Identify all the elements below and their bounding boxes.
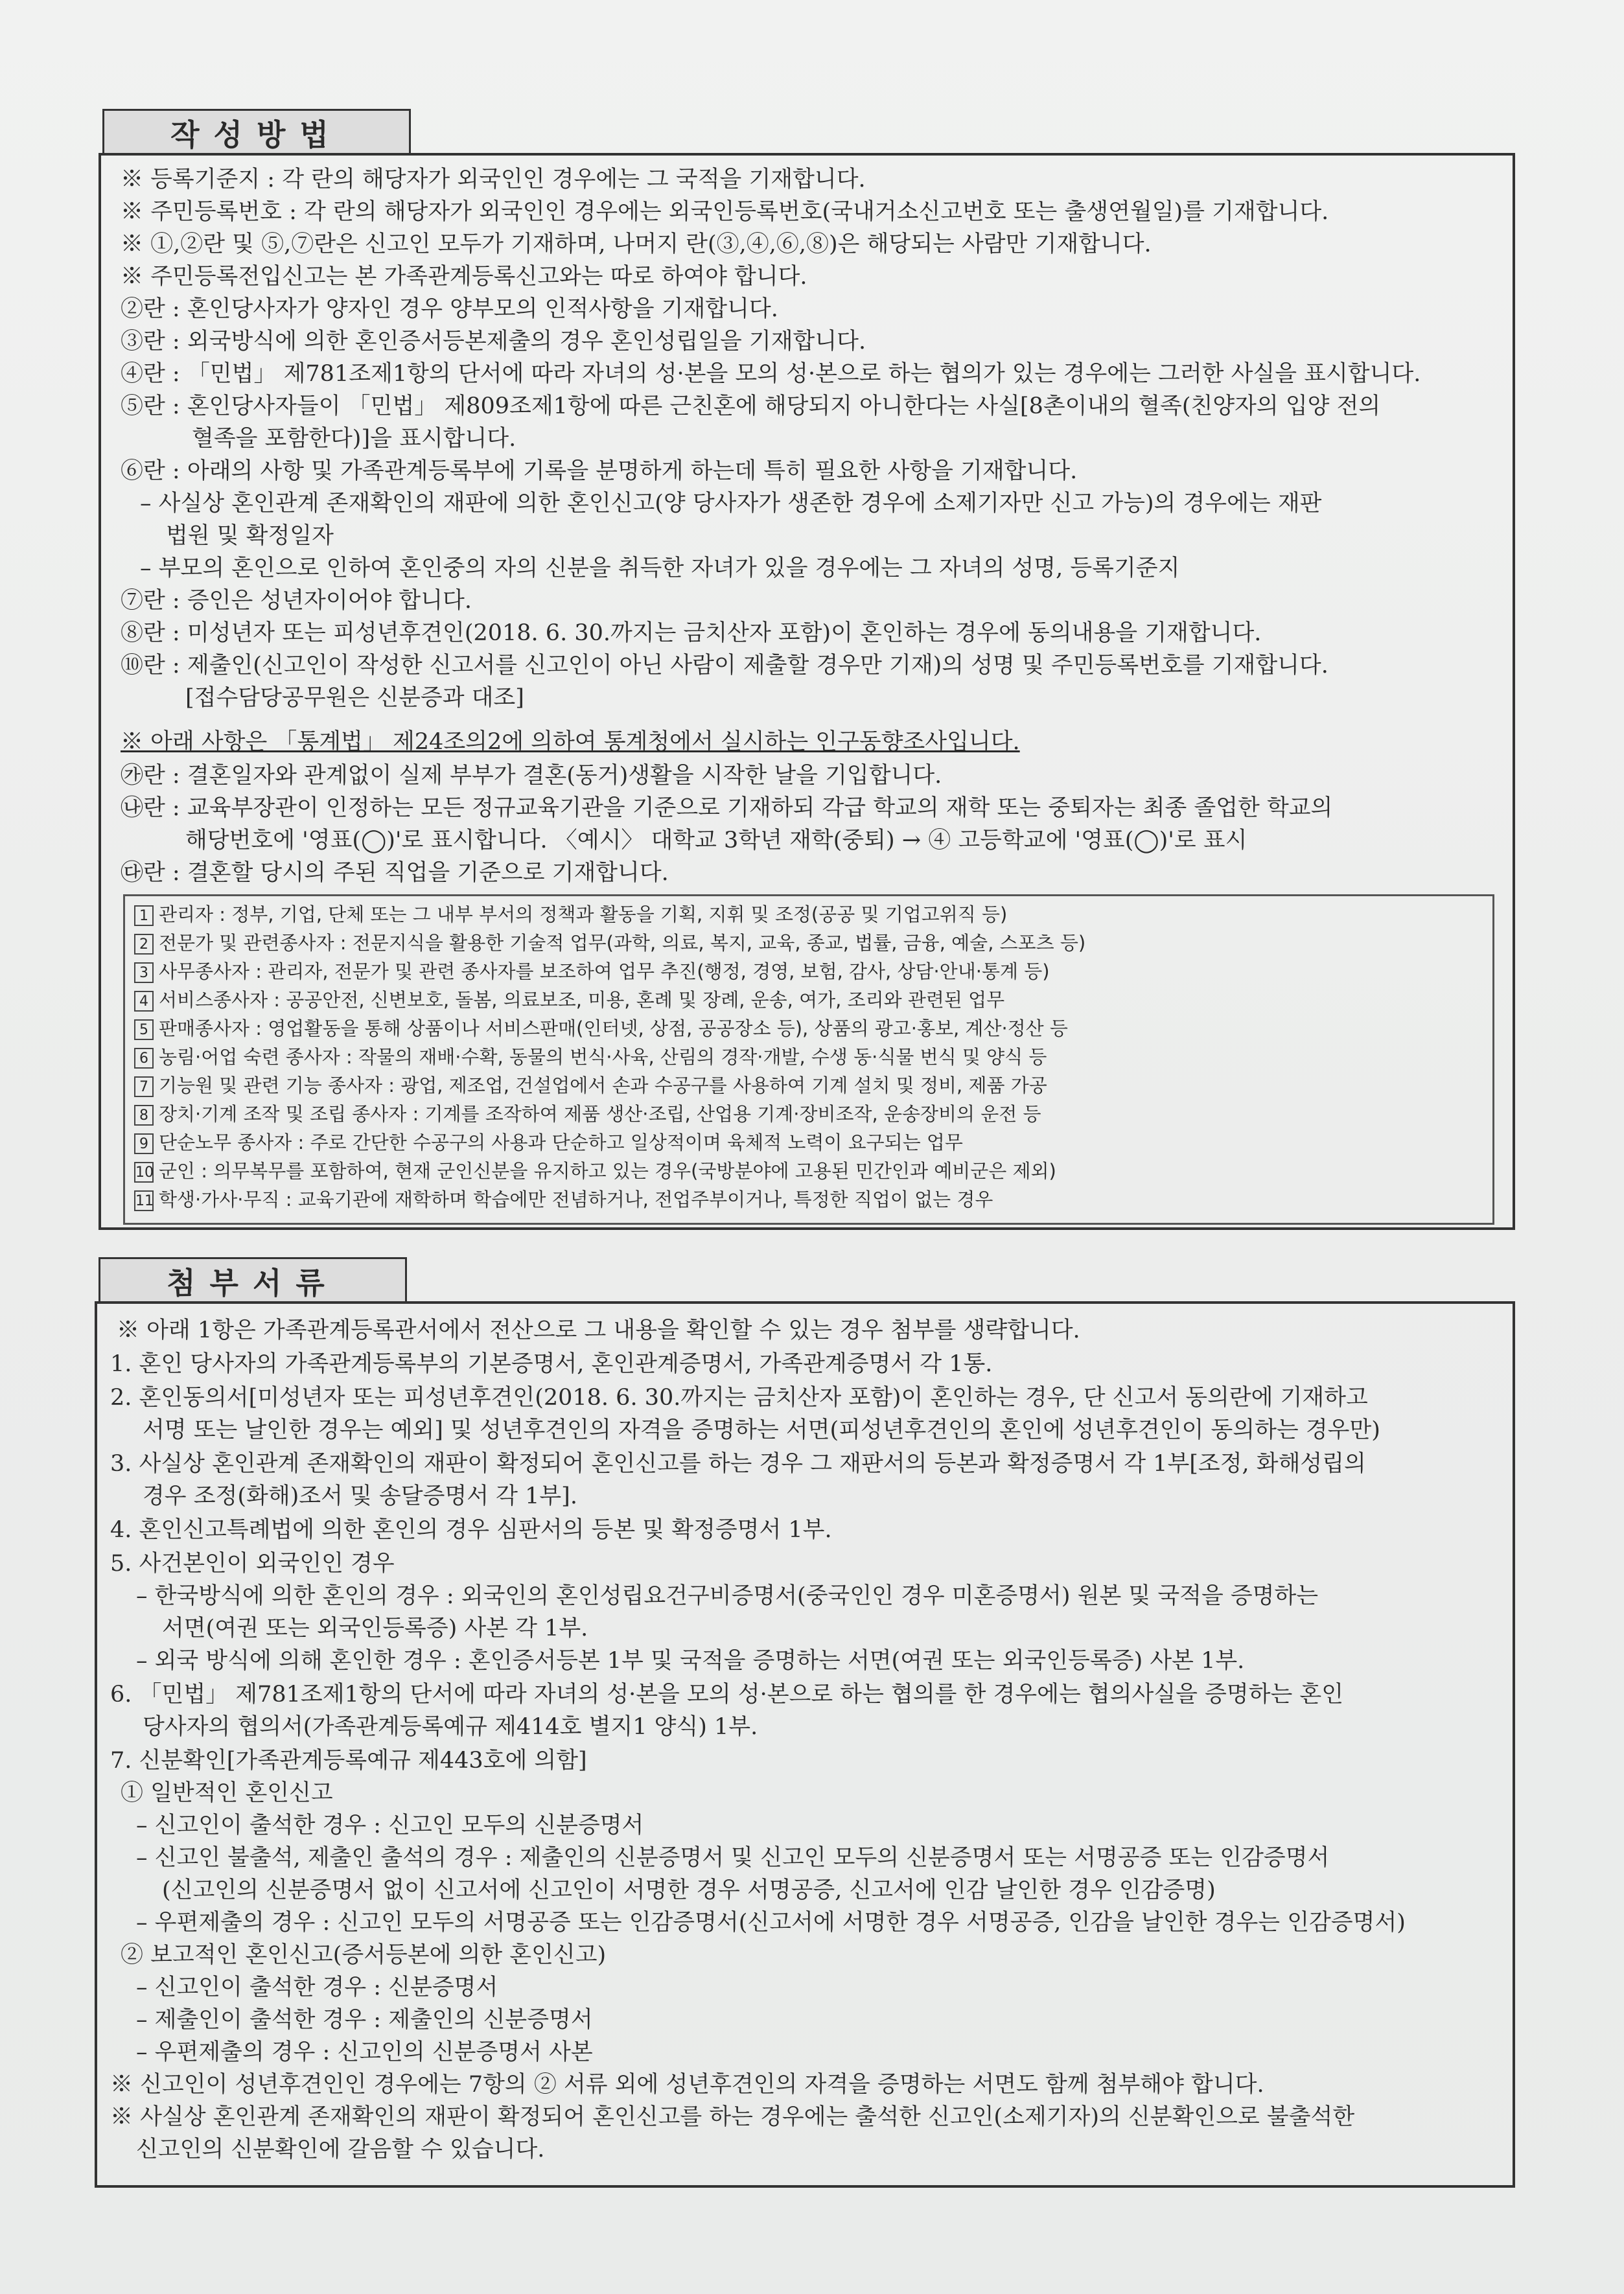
instruction-line: – 사실상 혼인관계 존재확인의 재판에 의한 혼인신고(양 당사자가 생존한 경우에 소제기자만 신고 가능)의 경우에는 재판 [140, 491, 1322, 516]
occupation-number: 4 [134, 991, 154, 1012]
attachment-line: ※ 사실상 혼인관계 존재확인의 재판이 확정되어 혼인신고를 하는 경우에는 출석한 신고인(소제기자)의 신분확인으로 불출석한 [110, 2104, 1355, 2130]
attachment-line: (신고인의 신분증명서 없이 신고서에 신고인이 서명한 경우 서명공증, 신고서에 인감 날인한 경우 인감증명) [162, 1877, 1216, 1903]
statistics-line: 해당번호에 '영표(◯)'로 표시합니다. 〈예시〉 대학교 3학년 재학(중퇴) → ④ 고등학교에 '영표(◯)'로 표시 [185, 828, 1247, 853]
instruction-line: ⑧란 : 미성년자 또는 피성년후견인(2018. 6. 30.까지는 금치산자 포함)이 혼인하는 경우에 동의내용을 기재합니다. [121, 620, 1262, 646]
instruction-line: ⑩란 : 제출인(신고인이 작성한 신고서를 신고인이 아닌 사람이 제출할 경우만 기재)의 성명 및 주민등록번호를 기재합니다. [121, 653, 1328, 678]
attachment-line: 4. 혼인신고특례법에 의한 혼인의 경우 심판서의 등본 및 확정증명서 1부. [110, 1517, 832, 1543]
occupation-number: 3 [134, 962, 154, 983]
instruction-line: 법원 및 확정일자 [166, 523, 334, 549]
statistics-line: ㉰란 : 결혼할 당시의 주된 직업을 기준으로 기재합니다. [121, 860, 669, 886]
attachment-line: ② 보고적인 혼인신고(증서등본에 의한 혼인신고) [121, 1942, 607, 1968]
instruction-line: ③란 : 외국방식에 의한 혼인증서등본제출의 경우 혼인성립일을 기재합니다. [121, 329, 866, 354]
attachment-line: 7. 신분확인[가족관계등록예규 제443호에 의함] [110, 1748, 587, 1774]
instruction-line: ⑤란 : 혼인당사자들이 「민법」 제809조제1항에 따른 근친혼에 해당되지 아니한다는 사실[8촌이내의 혈족(친양자의 입양 전의 [121, 393, 1381, 419]
occupation-number: 5 [134, 1019, 154, 1040]
attachment-line: – 우편제출의 경우 : 신고인의 신분증명서 사본 [136, 2039, 593, 2065]
instruction-line: ②란 : 혼인당사자가 양자인 경우 양부모의 인적사항을 기재합니다. [121, 296, 778, 322]
attachment-line: – 신고인 불출석, 제출인 출석의 경우 : 제출인의 신분증명서 및 신고인 모두의 신분증명서 또는 서명공증 또는 인감증명서 [136, 1845, 1330, 1871]
occupation-item: 8 장치·기계 조작 및 조립 종사자 : 기계를 조작하여 제품 생산·조립, 산업용 기계·장비조작, 운송장비의 운전 등 [134, 1100, 1041, 1128]
attachment-line: ① 일반적인 혼인신고 [121, 1780, 333, 1806]
occupation-number: 11 [134, 1190, 154, 1211]
section-title-writing-method: 작성방법 [102, 109, 411, 154]
occupation-item: 4 서비스종사자 : 공공안전, 신변보호, 돌봄, 의료보조, 미용, 혼례 및 장례, 운송, 여가, 조리와 관련된 업무 [134, 986, 1004, 1014]
attachment-line: ※ 신고인이 성년후견인인 경우에는 7항의 ② 서류 외에 성년후견인의 자격을 증명하는 서면도 함께 첨부해야 합니다. [110, 2072, 1264, 2098]
attachment-line: 경우 조정(화해)조서 및 송달증명서 각 1부]. [143, 1483, 577, 1509]
occupation-number: 7 [134, 1076, 154, 1097]
occupation-item: 5 판매종사자 : 영업활동을 통해 상품이나 서비스판매(인터넷, 상점, 공공장소 등), 상품의 광고·홍보, 계산·정산 등 [134, 1014, 1068, 1043]
attachment-line: 1. 혼인 당사자의 가족관계등록부의 기본증명서, 혼인관계증명서, 가족관계증명서 각 1통. [110, 1351, 993, 1377]
occupation-number: 2 [134, 934, 154, 955]
instruction-line: ⑥란 : 아래의 사항 및 가족관계등록부에 기록을 분명하게 하는데 특히 필요한 사항을 기재합니다. [121, 458, 1078, 484]
attachment-line: – 신고인이 출석한 경우 : 신고인 모두의 신분증명서 [136, 1813, 644, 1838]
instruction-line: ※ 주민등록전입신고는 본 가족관계등록신고와는 따로 하여야 합니다. [121, 264, 807, 290]
attachments-box [95, 1301, 1515, 2188]
occupation-number: 8 [134, 1105, 154, 1126]
writing-method-box [99, 153, 1515, 1230]
attachment-line: 서면(여권 또는 외국인등록증) 사본 각 1부. [162, 1616, 588, 1641]
occupation-item: 2 전문가 및 관련종사자 : 전문지식을 활용한 기술적 업무(과학, 의료, 복지, 교육, 종교, 법률, 금융, 예술, 스포츠 등) [134, 929, 1085, 957]
attachment-line: 신고인의 신분확인에 갈음할 수 있습니다. [136, 2137, 545, 2162]
attachment-line: 6. 「민법」 제781조제1항의 단서에 따라 자녀의 성·본을 모의 성·본으로 하는 협의를 한 경우에는 협의사실을 증명하는 혼인 [110, 1682, 1344, 1708]
attachment-line: 서명 또는 날인한 경우는 예외] 및 성년후견인의 자격을 증명하는 서면(피성년후견인의 혼인에 성년후견인이 동의하는 경우만) [143, 1417, 1380, 1443]
occupation-item: 6 농림·어업 숙련 종사자 : 작물의 재배·수확, 동물의 번식·사육, 산림의 경작·개발, 수생 동·식물 번식 및 양식 등 [134, 1043, 1047, 1071]
attachment-line: – 신고인이 출석한 경우 : 신분증명서 [136, 1975, 498, 2000]
occupation-list-box [123, 894, 1494, 1225]
instruction-line: ⑦란 : 증인은 성년자이어야 합니다. [121, 588, 472, 614]
instruction-line: ※ ①,②란 및 ⑤,⑦란은 신고인 모두가 기재하며, 나머지 란(③,④,⑥,⑧)은 해당되는 사람만 기재합니다. [121, 231, 1152, 257]
occupation-item: 11 학생·가사·무직 : 교육기관에 재학하며 학습에만 전념하거나, 전업주부이거나, 특정한 직업이 없는 경우 [135, 1188, 993, 1211]
attachment-line: 5. 사건본인이 외국인인 경우 [110, 1551, 395, 1577]
occupation-item: 7 기능원 및 관련 기능 종사자 : 광업, 제조업, 건설업에서 손과 수공구를 사용하여 기계 설치 및 정비, 제품 가공 [134, 1071, 1047, 1100]
occupation-item: 9 단순노무 종사자 : 주로 간단한 수공구의 사용과 단순하고 일상적이며 육체적 노력이 요구되는 업무 [134, 1128, 963, 1157]
occupation-number: 9 [134, 1133, 154, 1154]
attachment-line: – 한국방식에 의한 혼인의 경우 : 외국인의 혼인성립요건구비증명서(중국인인 경우 미혼증명서) 원본 및 국적을 증명하는 [136, 1583, 1319, 1609]
attachment-line: – 외국 방식에 의해 혼인한 경우 : 혼인증서등본 1부 및 국적을 증명하는 서면(여권 또는 외국인등록증) 사본 1부. [136, 1648, 1245, 1674]
instruction-line: [접수담당공무원은 신분증과 대조] [185, 685, 524, 711]
attachment-line: 3. 사실상 혼인관계 존재확인의 재판이 확정되어 혼인신고를 하는 경우 그 재판서의 등본과 확정증명서 각 1부[조정, 화해성립의 [110, 1451, 1366, 1477]
occupation-item: 10 군인 : 의무복무를 포함하여, 현재 군인신분을 유지하고 있는 경우(국방분야에 고용된 민간인과 예비군은 제외) [135, 1160, 1056, 1182]
attachment-line: – 우편제출의 경우 : 신고인 모두의 서명공증 또는 인감증명서(신고서에 서명한 경우 서명공증, 인감을 날인한 경우는 인감증명서) [136, 1910, 1406, 1936]
section-title-attachments: 첨부서류 [99, 1257, 407, 1303]
occupation-number: 1 [134, 905, 154, 926]
statistics-note: ※ 아래 사항은 「통계법」 제24조의2에 의하여 통계청에서 실시하는 인구동향조사입니다. [121, 729, 1020, 755]
occupation-item: 3 사무종사자 : 관리자, 전문가 및 관련 종사자를 보조하여 업무 추진(행정, 경영, 보험, 감사, 상담·안내·통계 등) [134, 957, 1050, 986]
attachment-line: – 제출인이 출석한 경우 : 제출인의 신분증명서 [136, 2007, 593, 2033]
attachment-line: ※ 아래 1항은 가족관계등록관서에서 전산으로 그 내용을 확인할 수 있는 경우 첨부를 생략합니다. [117, 1317, 1080, 1343]
attachment-line: 당사자의 협의서(가족관계등록예규 제414호 별지1 양식) 1부. [143, 1714, 758, 1740]
attachment-line: 2. 혼인동의서[미성년자 또는 피성년후견인(2018. 6. 30.까지는 금치산자 포함)이 혼인하는 경우, 단 신고서 동의란에 기재하고 [110, 1385, 1368, 1411]
occupation-item: 1 관리자 : 정부, 기업, 단체 또는 그 내부 부서의 정책과 활동을 기획, 지휘 및 조정(공공 및 기업고위직 등) [134, 900, 1007, 929]
instruction-line: 혈족을 포함한다)]을 표시합니다. [192, 426, 516, 452]
statistics-line: ㉯란 : 교육부장관이 인정하는 모든 정규교육기관을 기준으로 기재하되 각급 학교의 재학 또는 중퇴자는 최종 졸업한 학교의 [121, 795, 1333, 821]
statistics-line: ㉮란 : 결혼일자와 관계없이 실제 부부가 결혼(동거)생활을 시작한 날을 기입합니다. [121, 763, 942, 789]
instruction-line: ④란 : 「민법」 제781조제1항의 단서에 따라 자녀의 성·본을 모의 성·본으로 하는 협의가 있는 경우에는 그러한 사실을 표시합니다. [121, 361, 1421, 387]
occupation-number: 10 [134, 1162, 154, 1183]
instruction-line: – 부모의 혼인으로 인하여 혼인중의 자의 신분을 취득한 자녀가 있을 경우에는 그 자녀의 성명, 등록기준지 [140, 555, 1180, 581]
instruction-line: ※ 등록기준지 : 각 란의 해당자가 외국인인 경우에는 그 국적을 기재합니다. [121, 167, 866, 192]
occupation-number: 6 [134, 1048, 154, 1069]
instruction-line: ※ 주민등록번호 : 각 란의 해당자가 외국인인 경우에는 외국인등록번호(국내거소신고번호 또는 출생연월일)를 기재합니다. [121, 199, 1329, 225]
